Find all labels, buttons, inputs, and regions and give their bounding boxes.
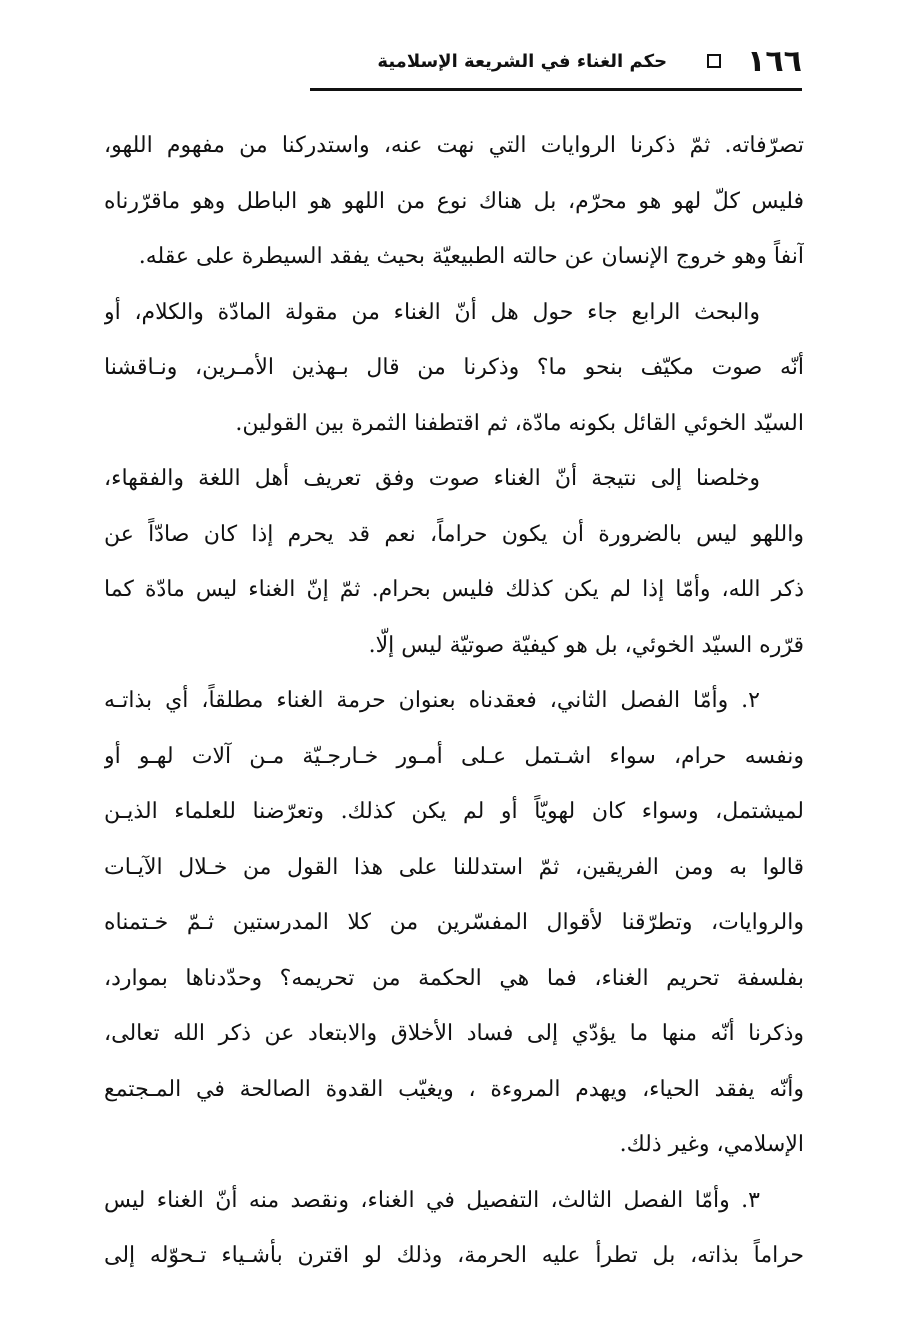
text-line: قالوا به ومن الفريقين، ثمّ استدللنا على هذا القول من خـلال الآيـات	[104, 854, 804, 880]
text-line: السيّد الخوئي القائل بكونه مادّة، ثم اقتطفنا الثمرة بين القولين.	[235, 410, 804, 436]
text-line: أنّه صوت مكيّف بنحو ما؟ وذكرنا من قال بـهذين الأمـرين، ونـاقشنا	[104, 355, 804, 380]
page-number: ١٦٦	[747, 43, 802, 79]
text-line: والبحث الرابع جاء حول هل أنّ الغناء من مقولة المادّة والكلام، أو	[104, 299, 760, 325]
text-line: حراماً بذاته، بل تطرأ عليه الحرمة، وذلك لو اقترن بأشـياء تـحوّله إلى	[104, 1243, 804, 1268]
text-line: تصرّفاته. ثمّ ذكرنا الروايات التي نهت عنه، واستدركنا من مفهوم اللهو،	[104, 133, 804, 158]
text-line: ونفسه حرام، سواء اشـتمل عـلى أمـور خـارجـيّة مـن آلات لهـو أو	[104, 743, 804, 769]
text-line: ذكر الله، وأمّا إذا لم يكن كذلك فليس بحرام. ثمّ إنّ الغناء ليس مادّة كما	[104, 577, 804, 602]
body-text	[104, 118, 804, 1284]
text-line: آنفاً وهو خروج الإنسان عن حالته الطبيعيّة بحيث يفقد السيطرة على عقله.	[138, 244, 804, 269]
running-title: حكم الغناء في الشريعة الإسلامية	[377, 50, 668, 72]
square-ornament-icon	[707, 54, 721, 68]
text-line: الإسلامي، وغير ذلك.	[619, 1132, 804, 1157]
text-line: لميشتمل، وسواء كان لهويّاً أو لم يكن كذلك. وتعرّضنا للعلماء الذيـن	[104, 799, 804, 824]
text-line: واللهو ليس بالضرورة أن يكون حراماً، نعم قد يحرم إذا كان صادّاً عن	[104, 521, 804, 547]
text-line: والروايات، وتطرّقنا لأقوال المفسّرين من كلا المدرستين ثـمّ خـتمناه	[104, 910, 804, 935]
text-line: وأنّه يفقد الحياء، ويهدم المروءة ، ويغيّب القدوة الصالحة في المـجتمع	[104, 1076, 804, 1102]
text-line: بفلسفة تحريم الغناء، فما هي الحكمة من تحريمه؟ وحدّدناها بموارد،	[104, 965, 804, 991]
page-header	[310, 38, 802, 84]
header-rule	[310, 88, 802, 91]
text-line: قرّره السيّد الخوئي، بل هو كيفيّة صوتيّة ليس إلّا.	[368, 632, 804, 658]
text-line: وخلصنا إلى نتيجة أنّ الغناء صوت وفق تعريف أهل اللغة والفقهاء،	[104, 466, 760, 491]
text-line: ٣. وأمّا الفصل الثالث، التفصيل في الغناء، ونقصد منه أنّ الغناء ليس	[104, 1187, 760, 1213]
text-line: فليس كلّ لهو هو محرّم، بل هناك نوع من اللهو هو الباطل وهو ماقرّرناه	[104, 188, 804, 214]
text-line: وذكرنا أنّه منها ما يؤدّي إلى فساد الأخلاق والابتعاد عن ذكر الله تعالى،	[104, 1021, 804, 1046]
text-line: ٢. وأمّا الفصل الثاني، فعقدناه بعنوان حرمة الغناء مطلقاً، أي بذاتـه	[104, 688, 760, 713]
